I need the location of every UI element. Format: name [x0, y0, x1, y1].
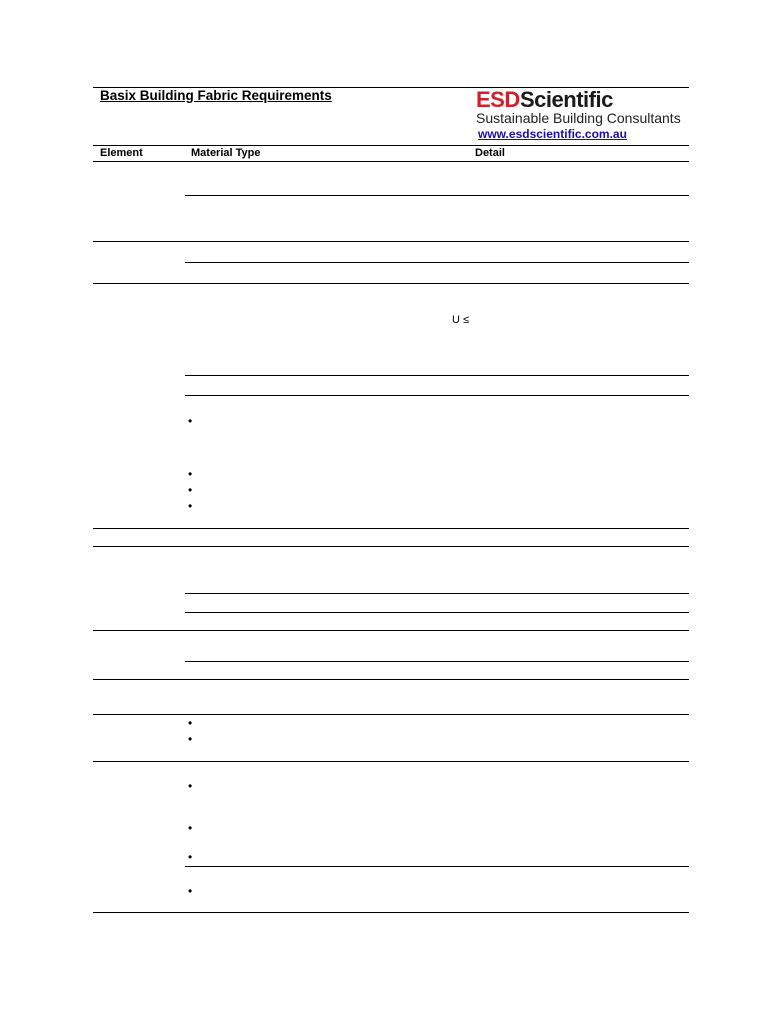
column-header-element: Element — [100, 147, 143, 159]
subrow-divider — [185, 661, 689, 662]
row-divider — [93, 761, 689, 762]
website-link[interactable]: www.esdscientific.com.au — [478, 127, 627, 141]
row-divider — [93, 679, 689, 680]
subrow-divider — [185, 612, 689, 613]
list-bullet: • — [188, 499, 193, 513]
header-bottom-rule — [93, 161, 689, 162]
row-divider — [93, 714, 689, 715]
document-title: Basix Building Fabric Requirements — [100, 88, 332, 103]
subrow-divider — [185, 593, 689, 594]
logo-scientific-text: Scientific — [520, 87, 613, 112]
row-divider — [93, 546, 689, 547]
row-divider — [93, 630, 689, 631]
u-value-label: U ≤ — [452, 314, 470, 326]
row-divider — [93, 283, 689, 284]
subrow-divider — [185, 375, 689, 376]
list-bullet: • — [188, 779, 193, 793]
list-bullet: • — [188, 850, 193, 864]
subrow-divider — [185, 395, 689, 396]
column-header-material-type: Material Type — [191, 147, 261, 159]
list-bullet: • — [188, 716, 193, 730]
subrow-divider — [185, 866, 689, 867]
table-bottom-rule — [93, 912, 689, 913]
list-bullet: • — [188, 884, 193, 898]
list-bullet: • — [188, 467, 193, 481]
list-bullet: • — [188, 732, 193, 746]
column-header-detail: Detail — [475, 147, 505, 159]
row-divider — [93, 528, 689, 529]
row-divider — [93, 241, 689, 242]
logo-esd-text: ESD — [476, 87, 520, 112]
header-rule — [93, 145, 689, 146]
logo-tagline: Sustainable Building Consultants — [476, 110, 681, 126]
subrow-divider — [185, 262, 689, 263]
list-bullet: • — [188, 821, 193, 835]
subrow-divider — [185, 195, 689, 196]
list-bullet: • — [188, 414, 193, 428]
list-bullet: • — [188, 483, 193, 497]
